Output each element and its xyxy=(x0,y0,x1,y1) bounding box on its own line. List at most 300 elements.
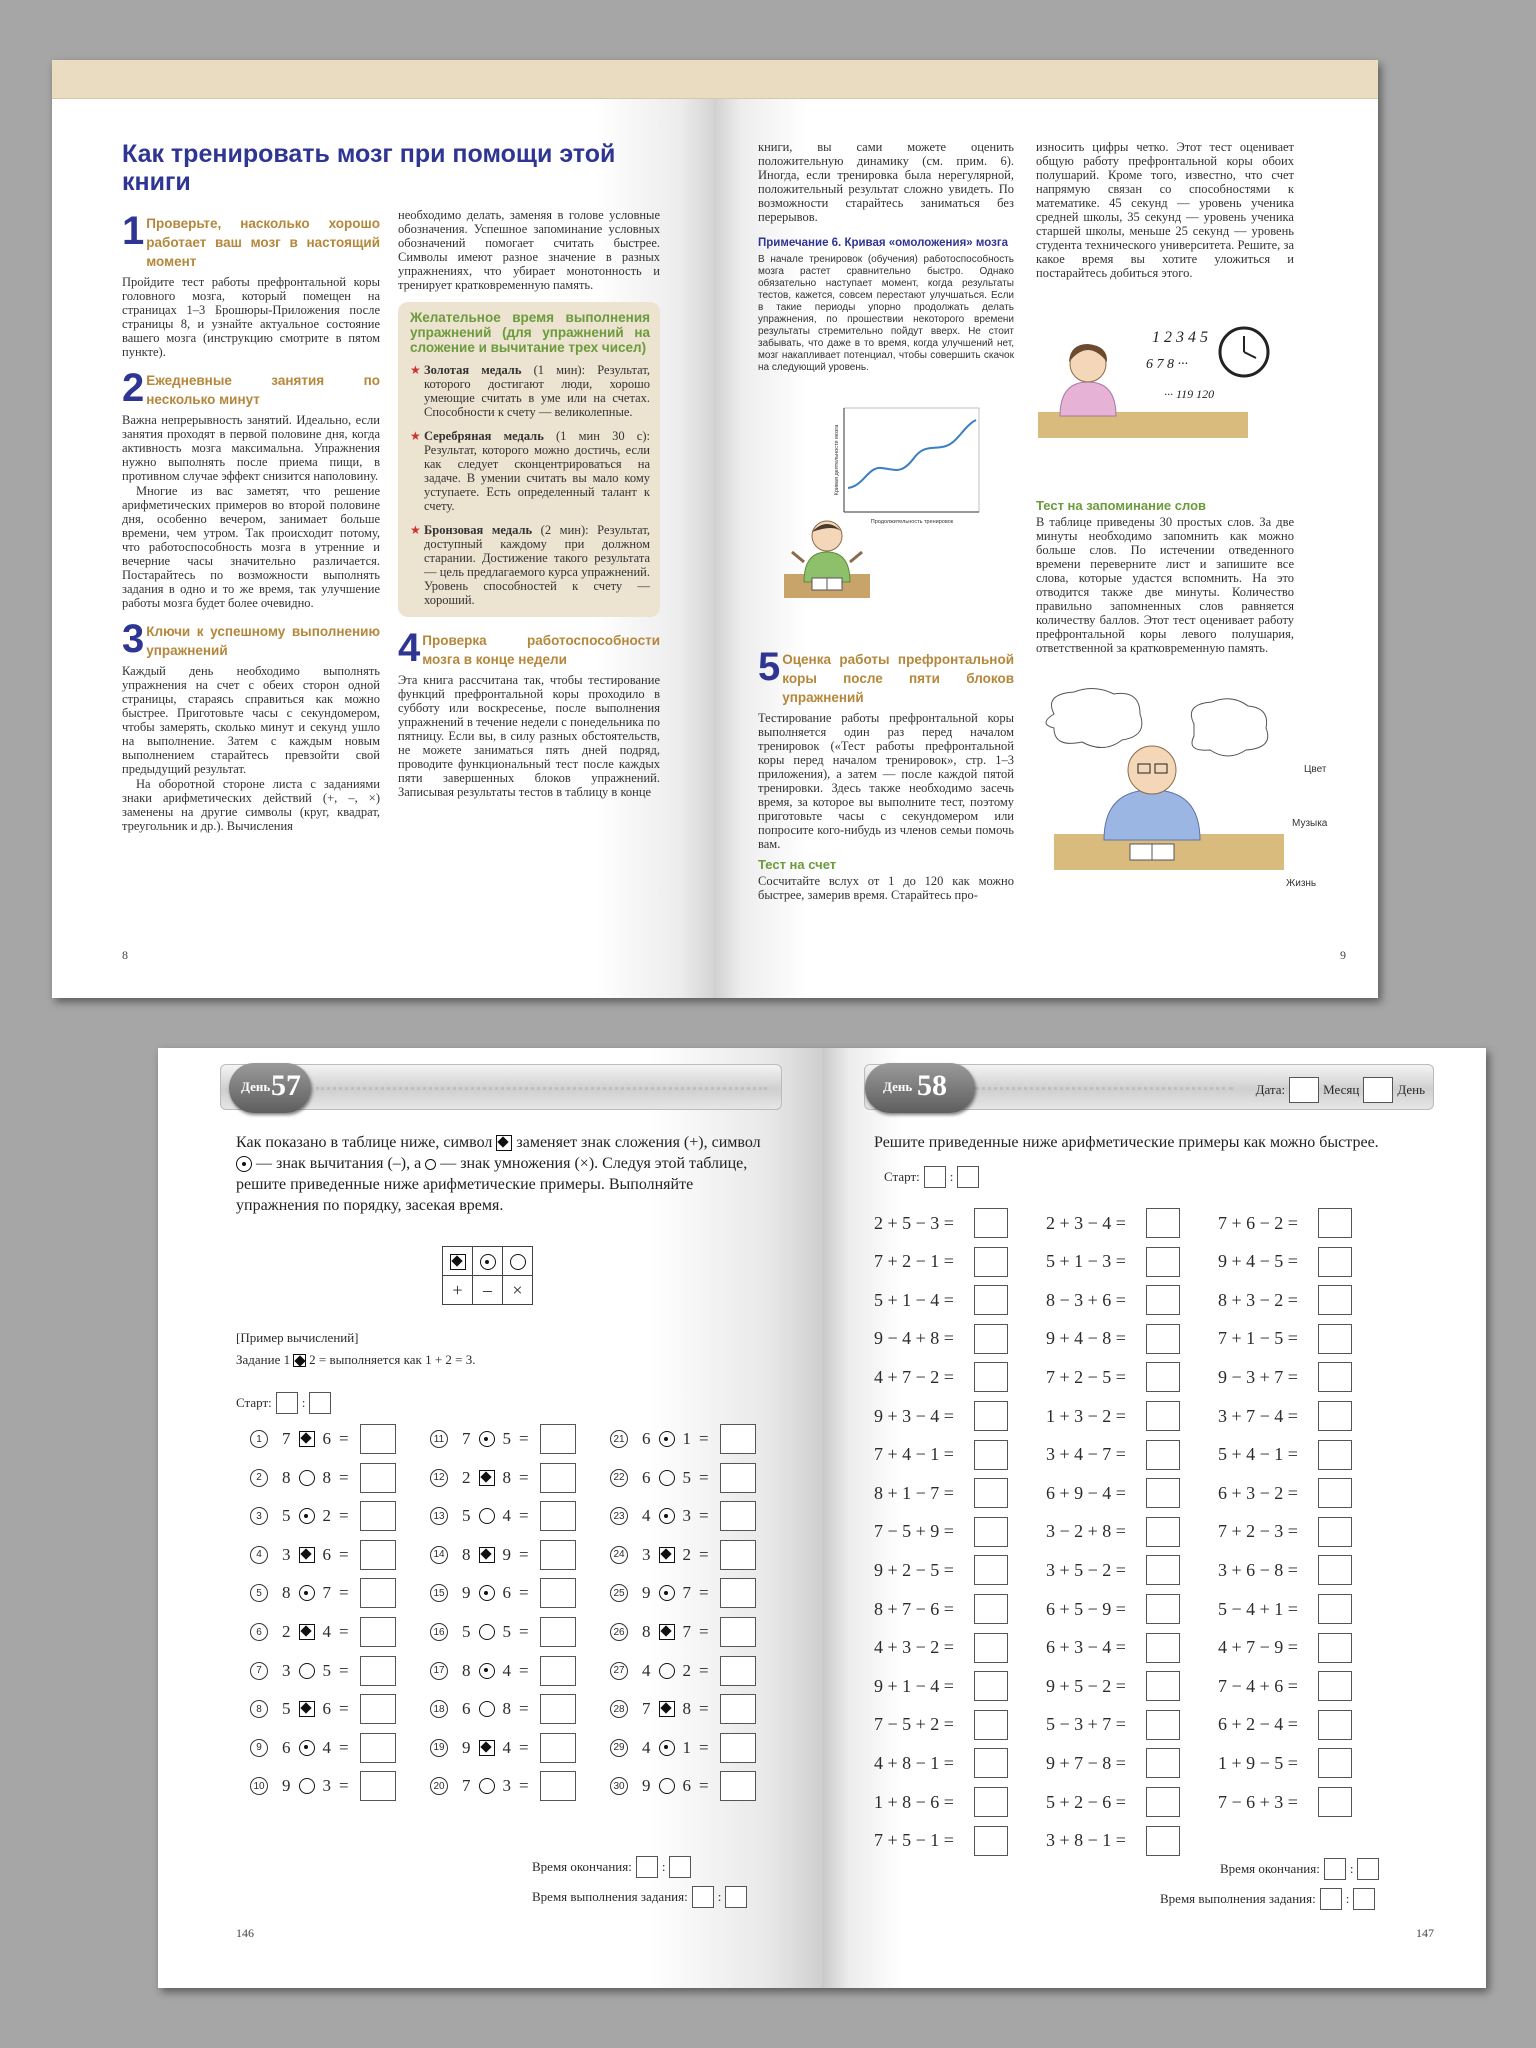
times-symbol-icon xyxy=(299,1778,315,1794)
answer-input[interactable] xyxy=(974,1478,1008,1508)
task-item xyxy=(250,1501,396,1531)
answer-input[interactable] xyxy=(974,1208,1008,1238)
answer-input[interactable] xyxy=(540,1617,576,1647)
equals-sign: = xyxy=(519,1429,529,1448)
minus-symbol-icon xyxy=(299,1585,315,1601)
operand: 4 xyxy=(502,1506,511,1526)
end-minutes-input[interactable] xyxy=(636,1856,658,1878)
date-fields: Дата: Месяц День xyxy=(1256,1077,1425,1103)
star-icon: ★ xyxy=(410,523,421,537)
answer-input[interactable] xyxy=(1146,1826,1180,1856)
answer-input[interactable] xyxy=(1318,1208,1352,1238)
equals-sign: = xyxy=(519,1583,529,1603)
arithmetic-expression: 7 − 4 + 6 = xyxy=(1218,1675,1298,1696)
answer-input[interactable] xyxy=(540,1733,576,1763)
answer-input[interactable] xyxy=(974,1440,1008,1470)
task-expression xyxy=(282,1776,354,1796)
answer-input[interactable] xyxy=(1318,1324,1352,1354)
answer-input[interactable] xyxy=(1146,1401,1180,1431)
answer-input[interactable] xyxy=(1318,1671,1352,1701)
answer-input[interactable] xyxy=(1146,1362,1180,1392)
answer-input[interactable] xyxy=(1146,1748,1180,1778)
task-number: 20 xyxy=(430,1777,448,1795)
section-3 xyxy=(122,617,380,661)
answer-input[interactable] xyxy=(720,1501,756,1531)
arithmetic-expression: 4 + 7 − 9 = xyxy=(1218,1637,1298,1658)
answer-input[interactable] xyxy=(974,1594,1008,1624)
answer-input[interactable] xyxy=(1318,1710,1352,1740)
equals-sign: = xyxy=(699,1429,709,1448)
page-146 xyxy=(158,1048,822,1988)
arithmetic-expression: 5 + 2 − 6 = xyxy=(1046,1791,1126,1812)
task-item xyxy=(430,1578,576,1608)
plus-symbol-icon xyxy=(299,1624,315,1640)
example-title: [Пример вычислений] xyxy=(236,1330,359,1345)
answer-input[interactable] xyxy=(720,1540,756,1570)
answer-input[interactable] xyxy=(540,1463,576,1493)
answer-input[interactable] xyxy=(974,1555,1008,1585)
spread-pages-146-147 xyxy=(158,1048,1486,1988)
arithmetic-item xyxy=(1046,1633,1180,1663)
page-header-band xyxy=(714,60,1378,99)
count-test-body: Сосчитайте вслух от 1 до 120 как можно быстрее, замерив время. Старайтесь про- xyxy=(758,874,1014,902)
exec-seconds-input[interactable] xyxy=(725,1886,747,1908)
answer-input[interactable] xyxy=(360,1656,396,1686)
arithmetic-expression: 3 + 5 − 2 = xyxy=(1046,1559,1126,1580)
end-seconds-input[interactable] xyxy=(1357,1858,1379,1880)
arithmetic-expression: 9 − 3 + 7 = xyxy=(1218,1366,1298,1387)
task-item xyxy=(430,1694,576,1724)
arithmetic-expression: 9 + 4 − 8 = xyxy=(1046,1328,1126,1349)
section-number: 5 xyxy=(758,645,781,689)
day-badge xyxy=(865,1063,975,1113)
section-number: 2 xyxy=(122,366,145,410)
column-left xyxy=(758,140,1014,375)
arithmetic-item xyxy=(1046,1247,1180,1277)
end-minutes-input[interactable] xyxy=(1324,1858,1346,1880)
task-number: 25 xyxy=(610,1584,628,1602)
equals-sign: = xyxy=(339,1544,349,1564)
arithmetic-expression: 5 − 4 + 1 = xyxy=(1218,1598,1298,1619)
operand: 9 xyxy=(642,1776,651,1796)
task-item xyxy=(250,1463,396,1493)
task-expression xyxy=(282,1429,354,1449)
arithmetic-item xyxy=(1046,1285,1180,1315)
task-expression xyxy=(462,1738,534,1758)
minus-symbol-icon xyxy=(659,1431,675,1447)
task-item xyxy=(430,1424,576,1454)
equals-sign: = xyxy=(699,1622,709,1641)
answer-input[interactable] xyxy=(974,1401,1008,1431)
times-symbol-icon xyxy=(659,1663,675,1679)
exec-time: Время выполнения задания: : xyxy=(532,1886,747,1908)
operand: 8 xyxy=(642,1622,651,1641)
answer-input[interactable] xyxy=(974,1633,1008,1663)
section-number: 4 xyxy=(398,626,421,670)
section-number: 1 xyxy=(122,209,145,253)
operand: 9 xyxy=(502,1544,511,1564)
arithmetic-expression: 9 + 1 − 4 = xyxy=(874,1675,954,1696)
task-expression xyxy=(642,1661,714,1681)
day-input[interactable] xyxy=(1363,1077,1393,1103)
task-number: 21 xyxy=(610,1430,628,1448)
start-minutes-input[interactable] xyxy=(276,1392,298,1414)
answer-input[interactable] xyxy=(360,1578,396,1608)
answer-input[interactable] xyxy=(540,1656,576,1686)
answer-input[interactable] xyxy=(974,1710,1008,1740)
answer-input[interactable] xyxy=(974,1517,1008,1547)
arithmetic-expression: 2 + 5 − 3 = xyxy=(874,1212,954,1233)
start-minutes-input[interactable] xyxy=(924,1166,946,1188)
task-item xyxy=(430,1501,576,1531)
task-item xyxy=(610,1463,756,1493)
arithmetic-item xyxy=(874,1826,1008,1856)
answer-input[interactable] xyxy=(1318,1247,1352,1277)
arithmetic-item xyxy=(1218,1362,1352,1392)
task-expression xyxy=(282,1545,354,1565)
section-body: На оборотной стороне листа с заданиями знаки арифметических действий (+, –, ×) заменены на другие символы (круг, квадрат, треугольник и др.). Вычисления xyxy=(122,777,380,833)
arithmetic-item xyxy=(874,1324,1008,1354)
answer-input[interactable] xyxy=(540,1694,576,1724)
arithmetic-expression: 5 − 3 + 7 = xyxy=(1046,1714,1126,1735)
month-input[interactable] xyxy=(1289,1077,1319,1103)
arithmetic-item xyxy=(1046,1324,1180,1354)
equals-sign: = xyxy=(339,1776,349,1796)
arithmetic-item xyxy=(1046,1594,1180,1624)
answer-input[interactable] xyxy=(720,1694,756,1724)
example-line: Задание 1 2 = выполняется как 1 + 2 = 3. xyxy=(236,1352,476,1367)
answer-input[interactable] xyxy=(1146,1555,1180,1585)
plus-symbol-icon xyxy=(659,1547,675,1563)
minus-symbol-icon xyxy=(659,1740,675,1756)
answer-input[interactable] xyxy=(1146,1440,1180,1470)
task-number: 27 xyxy=(610,1662,628,1680)
operand: 6 xyxy=(462,1699,471,1719)
task-item xyxy=(430,1617,576,1647)
answer-input[interactable] xyxy=(1318,1633,1352,1663)
times-symbol-icon xyxy=(659,1778,675,1794)
arithmetic-expression: 3 + 7 − 4 = xyxy=(1218,1405,1298,1426)
times-symbol-icon xyxy=(479,1778,495,1794)
arithmetic-expression: 9 − 4 + 8 = xyxy=(874,1328,954,1349)
arithmetic-item xyxy=(1218,1401,1352,1431)
answer-input[interactable] xyxy=(1146,1671,1180,1701)
arithmetic-expression: 6 + 2 − 4 = xyxy=(1218,1714,1298,1735)
task-number: 12 xyxy=(430,1469,448,1487)
task-number: 18 xyxy=(430,1700,448,1718)
operand: 5 xyxy=(282,1699,291,1719)
operand: 3 xyxy=(502,1776,511,1796)
woman-counting-illustration xyxy=(1034,312,1294,442)
operand: 8 xyxy=(462,1660,471,1680)
answer-input[interactable] xyxy=(1146,1517,1180,1547)
column-right-bottom xyxy=(1036,492,1294,656)
answer-input[interactable] xyxy=(974,1324,1008,1354)
answer-input[interactable] xyxy=(720,1424,756,1454)
arithmetic-expression: 7 + 1 − 5 = xyxy=(1218,1328,1298,1349)
start-time: Старт: : xyxy=(236,1392,331,1414)
answer-input[interactable] xyxy=(1318,1362,1352,1392)
start-seconds-input[interactable] xyxy=(309,1392,331,1414)
equals-sign: = xyxy=(339,1660,349,1680)
answer-input[interactable] xyxy=(540,1501,576,1531)
column-left xyxy=(122,206,380,834)
operand: 4 xyxy=(322,1622,331,1641)
arithmetic-expression: 5 + 1 − 4 = xyxy=(874,1289,954,1310)
answer-input[interactable] xyxy=(360,1540,396,1570)
task-expression xyxy=(462,1661,534,1681)
arithmetic-item xyxy=(1046,1555,1180,1585)
arithmetic-expression: 4 + 3 − 2 = xyxy=(874,1637,954,1658)
answer-input[interactable] xyxy=(974,1247,1008,1277)
arithmetic-item xyxy=(1046,1787,1180,1817)
answer-input[interactable] xyxy=(974,1671,1008,1701)
answer-input[interactable] xyxy=(1146,1633,1180,1663)
arithmetic-expression: 1 + 8 − 6 = xyxy=(874,1791,954,1812)
start-seconds-input[interactable] xyxy=(957,1166,979,1188)
answer-input[interactable] xyxy=(1318,1594,1352,1624)
arithmetic-item xyxy=(1218,1208,1352,1238)
count-test-title: Тест на счет xyxy=(758,857,837,872)
minus-symbol-icon xyxy=(659,1585,675,1601)
operand: 5 xyxy=(682,1467,691,1487)
task-number: 10 xyxy=(250,1777,268,1795)
minus-symbol-icon xyxy=(480,1254,496,1270)
arithmetic-expression: 4 + 8 − 1 = xyxy=(874,1752,954,1773)
arithmetic-item xyxy=(874,1285,1008,1315)
arithmetic-expression: 7 − 6 + 3 = xyxy=(1218,1791,1298,1812)
section-body: Эта книга рассчитана так, чтобы тестирование функций префронтальной коры проходило в субботу или воскресенье, после выполнения упражнений в течение недели с понедельника по пятницу. Если вы, в силу разных обстоятельств, не можете заниматься пять дней подряд, проводите функциональный тест после каждых пяти завершенных блоков упражнений. Записывая результаты тестов в таблицу в конце xyxy=(398,673,660,799)
arithmetic-item xyxy=(1218,1594,1352,1624)
medal-name: Серебряная медаль xyxy=(424,429,544,443)
answer-input[interactable] xyxy=(974,1787,1008,1817)
task-expression xyxy=(462,1622,534,1642)
exec-seconds-input[interactable] xyxy=(1353,1888,1375,1910)
section-title: Проверьте, насколько хорошо работает ваш мозг в настоящий момент xyxy=(146,216,380,269)
equals-sign: = xyxy=(339,1429,349,1448)
plus-symbol-icon xyxy=(299,1547,315,1563)
operand: 8 xyxy=(322,1467,331,1487)
column-left-bottom xyxy=(758,642,1014,903)
task-item xyxy=(250,1617,396,1647)
task-expression xyxy=(462,1545,534,1565)
task-item xyxy=(250,1540,396,1570)
equals-sign: = xyxy=(699,1544,709,1564)
task-item xyxy=(250,1578,396,1608)
operand: 4 xyxy=(502,1660,511,1680)
column-text: износить цифры четко. Этот тест оценивает общую работу префронтальной коры обоих полушарий. Кроме того, известно, что счет напрямую связан со способностями к математике. 45 секунд — уровень ученика средней школы, 35 секунд — уровень ученика старшей школы, меньше 25 секунд — уровень студента технического университета. Решите, за какое время вы хотите уложиться и постарайтесь добиться этого. xyxy=(1036,140,1294,280)
arithmetic-item xyxy=(1218,1478,1352,1508)
exec-minutes-input[interactable] xyxy=(692,1886,714,1908)
answer-input[interactable] xyxy=(1318,1517,1352,1547)
answer-input[interactable] xyxy=(540,1771,576,1801)
answer-input[interactable] xyxy=(974,1826,1008,1856)
medal-time: (1 мин): xyxy=(521,363,598,377)
task-expression xyxy=(282,1506,354,1526)
operand: 2 xyxy=(682,1544,691,1564)
answer-input[interactable] xyxy=(1318,1748,1352,1778)
answer-input[interactable] xyxy=(1318,1401,1352,1431)
task-number: 13 xyxy=(430,1507,448,1525)
section-title: Проверка работоспособности мозга в конце недели xyxy=(422,633,660,667)
word-3: Жизнь xyxy=(1286,878,1317,889)
task-number: 30 xyxy=(610,1777,628,1795)
end-seconds-input[interactable] xyxy=(669,1856,691,1878)
task-item xyxy=(430,1733,576,1763)
task-item xyxy=(250,1424,396,1454)
answer-input[interactable] xyxy=(720,1733,756,1763)
operand: 3 xyxy=(682,1506,691,1526)
operand: 9 xyxy=(462,1583,471,1603)
page-147 xyxy=(822,1048,1486,1988)
equals-sign: = xyxy=(699,1660,709,1680)
symbol-legend-table xyxy=(442,1246,533,1305)
answer-input[interactable] xyxy=(1146,1478,1180,1508)
answer-input[interactable] xyxy=(1146,1710,1180,1740)
medal-time: (1 мин 30 с): xyxy=(543,429,650,443)
answer-input[interactable] xyxy=(1146,1285,1180,1315)
arithmetic-item xyxy=(874,1401,1008,1431)
task-number: 5 xyxy=(250,1584,268,1602)
operand: 6 xyxy=(682,1776,691,1796)
answer-input[interactable] xyxy=(1146,1324,1180,1354)
column-right xyxy=(1036,140,1294,281)
arithmetic-expression: 6 + 3 − 4 = xyxy=(1046,1637,1126,1658)
answer-input[interactable] xyxy=(1318,1787,1352,1817)
operand: 5 xyxy=(502,1622,511,1641)
arithmetic-item xyxy=(1218,1671,1352,1701)
answer-input[interactable] xyxy=(1146,1594,1180,1624)
task-number: 28 xyxy=(610,1700,628,1718)
answer-input[interactable] xyxy=(974,1362,1008,1392)
answer-input[interactable] xyxy=(1318,1440,1352,1470)
task-expression xyxy=(462,1776,534,1796)
plus-symbol-icon xyxy=(293,1354,306,1367)
answer-input[interactable] xyxy=(974,1748,1008,1778)
task-number: 23 xyxy=(610,1507,628,1525)
equals-sign: = xyxy=(699,1467,709,1487)
times-symbol-icon xyxy=(479,1624,495,1640)
exec-minutes-input[interactable] xyxy=(1320,1888,1342,1910)
day-badge xyxy=(229,1063,311,1113)
medal-time: (2 мин): xyxy=(532,523,598,537)
memory-test-title: Тест на запоминание слов xyxy=(1036,498,1207,513)
task-number: 17 xyxy=(430,1662,448,1680)
page-number: 9 xyxy=(1340,948,1346,962)
answer-input[interactable] xyxy=(1318,1478,1352,1508)
answer-input[interactable] xyxy=(720,1656,756,1686)
arithmetic-item xyxy=(874,1633,1008,1663)
operand: 7 xyxy=(682,1583,691,1603)
operand: 8 xyxy=(282,1467,291,1487)
note-title: Примечание 6. Кривая «омоложения» мозга xyxy=(758,237,1009,249)
answer-input[interactable] xyxy=(540,1424,576,1454)
task-item xyxy=(250,1656,396,1686)
answer-input[interactable] xyxy=(360,1771,396,1801)
equals-sign: = xyxy=(339,1467,349,1487)
answer-input[interactable] xyxy=(1146,1787,1180,1817)
arithmetic-item xyxy=(1218,1710,1352,1740)
medal-text: Результат, которого можно достичь, если как следует сконцентрироваться на задаче. В умении считать вы мало кому уступаете. Есть определенный талант к счету. xyxy=(424,443,650,513)
answer-input[interactable] xyxy=(720,1463,756,1493)
answer-input[interactable] xyxy=(360,1694,396,1724)
answer-input[interactable] xyxy=(540,1578,576,1608)
arithmetic-item xyxy=(874,1748,1008,1778)
answer-input[interactable] xyxy=(360,1617,396,1647)
task-item xyxy=(610,1578,756,1608)
task-expression xyxy=(282,1699,354,1719)
operand: 1 xyxy=(682,1429,691,1448)
operand: 5 xyxy=(322,1660,331,1680)
arithmetic-expression: 1 + 3 − 2 = xyxy=(1046,1405,1126,1426)
operand: 4 xyxy=(642,1506,651,1526)
answer-input[interactable] xyxy=(360,1501,396,1531)
arithmetic-item xyxy=(1046,1826,1180,1856)
task-expression xyxy=(282,1583,354,1603)
end-time: Время окончания: : xyxy=(1220,1858,1379,1880)
task-item xyxy=(430,1771,576,1801)
task-number: 19 xyxy=(430,1739,448,1757)
end-time: Время окончания: : xyxy=(532,1856,691,1878)
instructions: Как показано в таблице ниже, символ заменяет знак сложения (+), символ — знак вычитания (–), а — знак умножения (×). Следуя этой таблице, решите приведенные ниже арифметические примеры. Выполняйте упражнения по порядку, засекая время. xyxy=(236,1134,761,1214)
task-expression xyxy=(642,1429,714,1449)
answer-input[interactable] xyxy=(1146,1247,1180,1277)
answer-input[interactable] xyxy=(974,1285,1008,1315)
answer-input[interactable] xyxy=(1146,1208,1180,1238)
column-right xyxy=(398,208,660,800)
arithmetic-expression: 6 + 9 − 4 = xyxy=(1046,1482,1126,1503)
answer-input[interactable] xyxy=(1318,1285,1352,1315)
task-expression xyxy=(462,1468,534,1488)
arithmetic-expression: 3 + 4 − 7 = xyxy=(1046,1444,1126,1465)
operand: 4 xyxy=(642,1737,651,1757)
answer-input[interactable] xyxy=(540,1540,576,1570)
operand: 7 xyxy=(462,1776,471,1796)
answer-input[interactable] xyxy=(360,1463,396,1493)
times-symbol-icon xyxy=(479,1508,495,1524)
task-item xyxy=(610,1424,756,1454)
answer-input[interactable] xyxy=(720,1578,756,1608)
page-header-band xyxy=(52,60,714,99)
medal-text: Результат, которого достигают люди, хорошо умеющие считать в уме или на счетах. Способности к счету — великолепные. xyxy=(424,363,651,419)
task-expression xyxy=(642,1545,714,1565)
operand: 5 xyxy=(282,1506,291,1526)
arithmetic-item xyxy=(1046,1671,1180,1701)
answer-input[interactable] xyxy=(720,1617,756,1647)
day-header xyxy=(864,1064,1434,1110)
answer-input[interactable] xyxy=(720,1771,756,1801)
page-number: 8 xyxy=(122,948,128,962)
arithmetic-expression: 7 − 5 + 9 = xyxy=(874,1521,954,1542)
plus-symbol-icon xyxy=(299,1431,315,1447)
section-1 xyxy=(122,209,380,271)
task-expression xyxy=(282,1661,354,1681)
answer-input[interactable] xyxy=(360,1733,396,1763)
times-symbol-icon xyxy=(299,1663,315,1679)
operand: 8 xyxy=(502,1467,511,1487)
exec-time: Время выполнения задания: : xyxy=(1160,1888,1375,1910)
equals-sign: = xyxy=(339,1622,349,1641)
arithmetic-expression: 3 − 2 + 8 = xyxy=(1046,1521,1126,1542)
boy-reading-illustration xyxy=(782,512,872,600)
arithmetic-expression: 6 + 3 − 2 = xyxy=(1218,1482,1298,1503)
plus-symbol-icon xyxy=(479,1547,495,1563)
answer-input[interactable] xyxy=(1318,1555,1352,1585)
arithmetic-item xyxy=(874,1440,1008,1470)
arithmetic-expression: 9 + 4 − 5 = xyxy=(1218,1251,1298,1272)
task-item xyxy=(430,1656,576,1686)
answer-input[interactable] xyxy=(360,1424,396,1454)
